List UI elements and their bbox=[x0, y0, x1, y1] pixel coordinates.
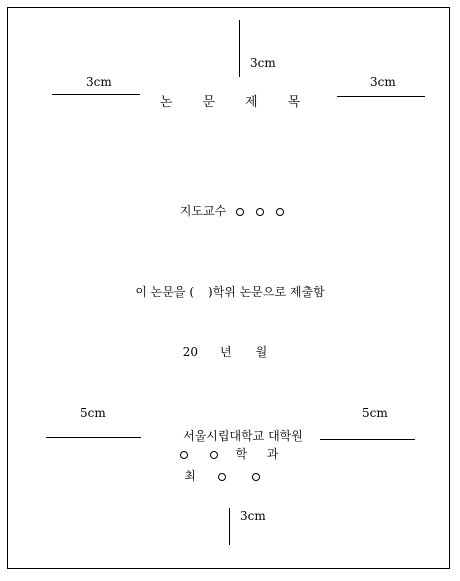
date-month-unit: 월 bbox=[255, 345, 268, 359]
right-top-margin-label: 3cm bbox=[370, 75, 396, 89]
submission-date bbox=[0, 344, 455, 360]
title-char-2: 문 bbox=[202, 95, 215, 110]
advisor-name-placeholder-3 bbox=[276, 208, 284, 216]
submission-statement bbox=[0, 284, 460, 300]
department-placeholder-1 bbox=[180, 451, 188, 459]
top-margin-label: 3cm bbox=[250, 56, 276, 70]
bottom-margin-line bbox=[229, 508, 230, 545]
bottom-margin-label: 3cm bbox=[240, 509, 266, 523]
left-bottom-margin-label: 5cm bbox=[80, 406, 106, 420]
author-name-placeholder-1 bbox=[218, 473, 226, 481]
author-name-prefix: 최 bbox=[184, 469, 196, 483]
advisor-name-placeholder-2 bbox=[256, 208, 264, 216]
submission-text-1: 이 논문을 ( bbox=[135, 285, 195, 299]
right-bottom-margin-label: 5cm bbox=[362, 406, 388, 420]
date-year-unit: 년 bbox=[220, 345, 232, 359]
thesis-title bbox=[0, 95, 460, 111]
university-name: 서울시립대학교 대학원 bbox=[183, 429, 303, 443]
title-char-1: 논 bbox=[159, 95, 173, 110]
department-placeholder-2 bbox=[210, 451, 218, 459]
title-char-3: 제 bbox=[245, 95, 258, 110]
author-name bbox=[0, 468, 455, 484]
submission-text-2: )학위 논문으로 제출함 bbox=[208, 285, 325, 299]
title-char-4: 목 bbox=[287, 95, 301, 110]
advisor-label: 지도교수 bbox=[179, 204, 227, 218]
author-name-placeholder-2 bbox=[252, 473, 260, 481]
advisor-name-placeholder-1 bbox=[236, 208, 244, 216]
department-label: 학 과 bbox=[235, 447, 287, 461]
department-line bbox=[0, 446, 460, 462]
date-year: 20 bbox=[182, 345, 199, 359]
top-margin-line bbox=[239, 20, 240, 77]
advisor-line bbox=[5, 203, 460, 219]
left-top-margin-label: 3cm bbox=[86, 75, 112, 89]
